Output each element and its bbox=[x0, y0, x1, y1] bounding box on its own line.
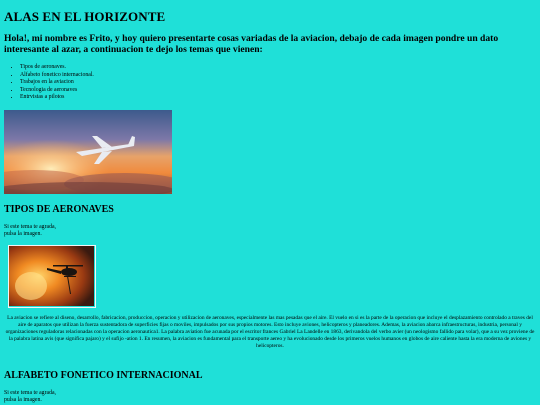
list-item: • Trabajos en la aviacion bbox=[20, 79, 94, 87]
hint-line: Si este tema te agrada, bbox=[4, 224, 56, 230]
helicopter-image-link[interactable] bbox=[8, 245, 96, 308]
hero-airplane-image bbox=[4, 110, 172, 194]
intro-text: Hola!, mi nombre es Frito, y hoy quiero presentarte cosas variadas de la aviacion, debajo de cada imagen pondre un dato interesante al azar, a continuacion te dejo los temas que vienen: bbox=[4, 33, 499, 55]
list-item: • Tipos de aeronaves. bbox=[20, 64, 94, 72]
hint-line: pulsa la imagen. bbox=[4, 397, 42, 404]
list-item: • Tecnologia de aeronaves bbox=[20, 87, 94, 95]
section-hint bbox=[4, 224, 56, 239]
hint-line: Si este tema te agrada, bbox=[4, 390, 56, 396]
list-item: • Alfabeto fonetico internacional. bbox=[20, 72, 94, 80]
page-title: ALAS EN EL HORIZONTE bbox=[4, 9, 166, 24]
topics-list bbox=[4, 64, 94, 102]
section-title-phonetic-alphabet: ALFABETO FONETICO INTERNACIONAL bbox=[4, 370, 203, 381]
list-item: • Entrvistas a pilotos bbox=[20, 94, 94, 102]
section-title-aircraft-types: TIPOS DE AERONAVES bbox=[4, 204, 114, 215]
aircraft-types-description: La aviacion se refiere al diseno, desarrollo, fabricacion, produccion, operacion y utilizacion de aeronaves, especialmente las mas pesadas que el aire. El vuelo en si es la parte de la operacion que incluye el desplazamiento controlado a traves del aire de aparatos que utilizan la fuerza sustentadora de superficies fijas o moviles, impulsados por sus propios motores. Esto incluye aviones, helicopteros y planeadores. Ademas, la aviacion abarca infraestructuras, industria, personal y organizaciones reguladoras relacionadas con la operacion aeronautica1. La palabra aviation fue acunada por el escritor frances Gabriel La Landelle en 1863, derivandola del verbo avier (un neologismo fallido para volar), que a su vez proviene de la palabra latina avis (que significa pajaro) y el sufijo -ation 1. En resumen, la aviacion es fundamental para el transporte aereo y ha evolucionado desde los primeros vuelos humanos en globos de aire caliente hasta la era moderna de aviones y helicopteros. bbox=[5, 315, 535, 350]
hint-line: pulsa la imagen. bbox=[4, 231, 42, 238]
section-hint bbox=[4, 390, 56, 405]
